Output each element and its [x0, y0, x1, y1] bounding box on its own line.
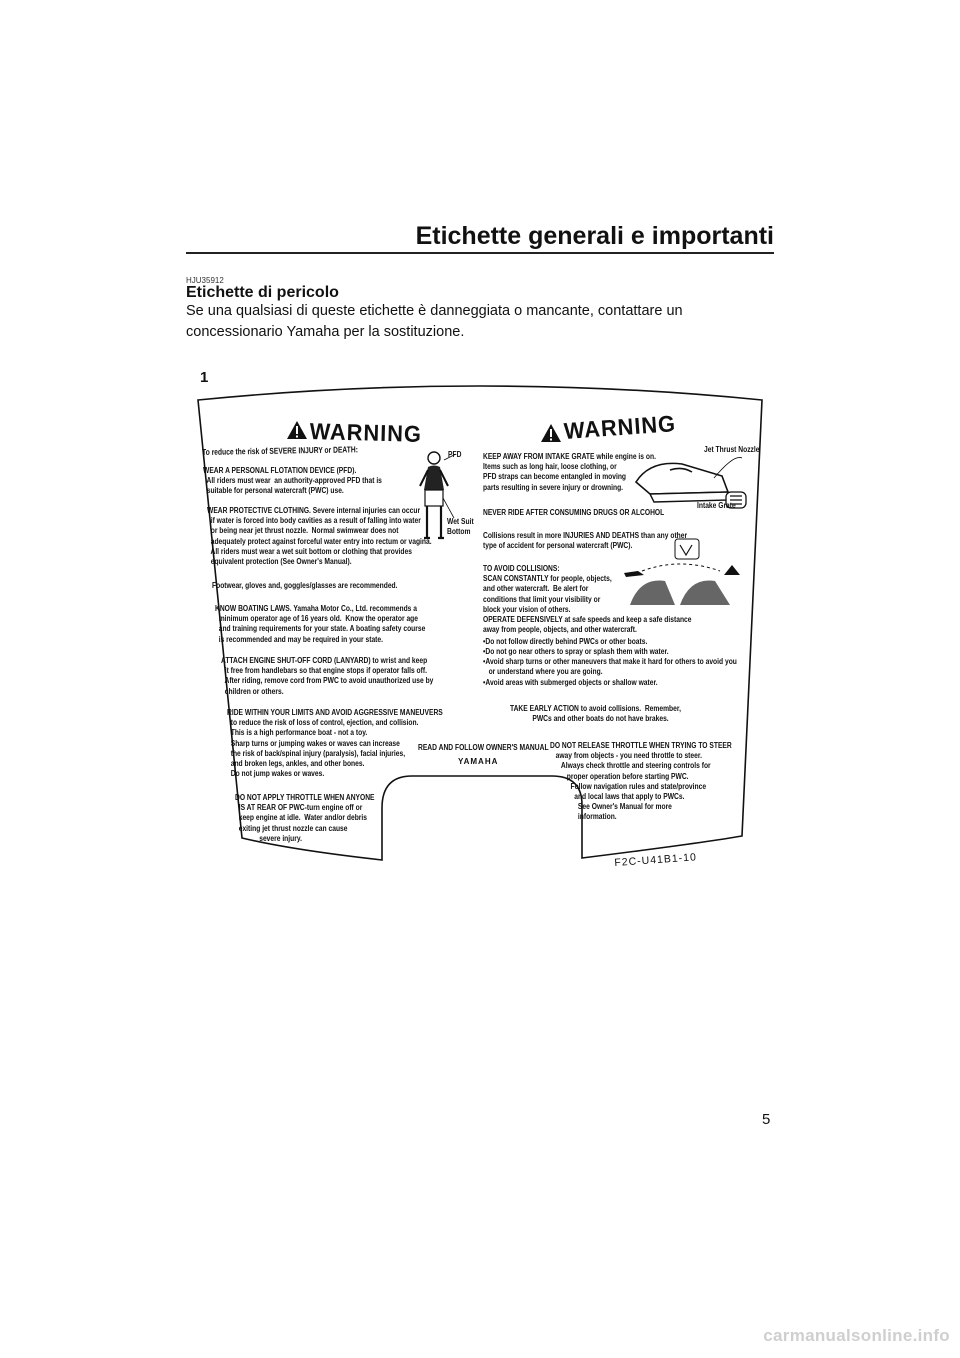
warning-heading-right: WARNING: [563, 410, 677, 444]
intro-paragraph: Se una qualsiasi di queste etichette è danneggiata o mancante, contattare un concessionario Yamaha per la sostituzione.: [186, 303, 683, 340]
pfd-warning: WEAR A PERSONAL FLOTATION DEVICE (PFD). All riders must wear an authority-approved PFD that is suitable for personal watercraft (PWC) use.: [203, 465, 382, 496]
header-divider: [186, 252, 774, 254]
bullet-item: •Do not follow directly behind PWCs or other boats.: [483, 636, 648, 646]
section-title: Etichette di pericolo: [186, 284, 339, 301]
ride-limits-warning: RIDE WITHIN YOUR LIMITS AND AVOID AGGRESSIVE MANEUVERS to reduce the risk of loss of control, ejection, and collision. This is a high performance boat - not a toy. Sharp turns or jumping wakes or waves can increase the risk of back/spinal injury (paralysis), facial injuries, and broken legs, ankles, and other bones. Do not jump wakes or waves.: [227, 707, 443, 779]
avoid-collisions-warning: TO AVOID COLLISIONS: SCAN CONSTANTLY for people, objects, and other watercraft. Be alert for conditions that limit your visibility or block your vision of others. OPERATE DEFENSIVELY at safe speeds and keep a safe distance away from people, objects, and other watercraft.: [483, 563, 692, 635]
watermark: carmanualsonline.info: [763, 1326, 950, 1345]
yamaha-logo: YAMAHA: [458, 757, 499, 766]
intake-grate-warning: KEEP AWAY FROM INTAKE GRATE while engine is on. Items such as long hair, loose clothing, or PFD straps can become entangled in moving parts resulting in severe injury or drowning.: [483, 451, 656, 492]
wet-suit-callout: Wet Suit Bottom: [447, 516, 474, 537]
bullet-item: •Avoid sharp turns or other maneuvers that make it hard for others to avoid you or understand where you are going.: [483, 656, 737, 677]
figure-number: 1: [200, 369, 209, 386]
bullet-item: •Avoid areas with submerged objects or shallow water.: [483, 677, 658, 687]
pfd-callout: PFD: [448, 449, 462, 459]
page-title: Etichette generali e importanti: [415, 222, 774, 250]
read-manual-note: READ AND FOLLOW OWNER'S MANUAL: [418, 742, 549, 752]
page-number: 5: [762, 1111, 771, 1128]
intake-grate-callout: Intake Grate: [697, 500, 736, 510]
warning-triangle-icon: [286, 420, 308, 440]
protective-clothing-warning: WEAR PROTECTIVE CLOTHING. Severe internal injuries can occur if water is forced into body cavities as a result of falling into water or being near jet thrust nozzle. Normal swimwear does not adequately protect against forceful water entry into rectum or vagina. All riders must wear a wet suit bottom or clothing that provides equivalent protection (See Owner's Manual).: [207, 505, 432, 567]
left-intro: To reduce the risk of SEVERE INJURY or DEATH:: [202, 444, 358, 457]
collisions-warning: Collisions result in more INJURIES AND DEATHS than any other type of accident for personal watercraft (PWC).: [483, 530, 688, 551]
boating-laws-warning: KNOW BOATING LAWS. Yamaha Motor Co., Ltd. recommends a minimum operator age of 16 years old. Know the operator age and training requirements for your state. A boating safety course is recommended and may be required in your state.: [215, 603, 426, 644]
warning-heading-left: WARNING: [309, 418, 423, 447]
jet-nozzle-callout: Jet Thrust Nozzle: [704, 444, 760, 454]
throttle-rear-warning: DO NOT APPLY THROTTLE WHEN ANYONE IS AT REAR OF PWC-turn engine off or keep engine at idle. Water and/or debris exiting jet thrust nozzle can cause severe injury.: [235, 792, 375, 843]
early-action-warning: TAKE EARLY ACTION to avoid collisions. Remember, PWCs and other boats do not have brakes.: [510, 703, 681, 724]
footwear-note: Footwear, gloves and, goggles/glasses are recommended.: [212, 580, 398, 590]
drugs-alcohol-warning: NEVER RIDE AFTER CONSUMING DRUGS OR ALCOHOL: [483, 507, 665, 517]
bullet-item: •Do not go near others to spray or splash them with water.: [483, 646, 669, 656]
part-code: F2C-U41B1-10: [614, 851, 698, 869]
lanyard-warning: ATTACH ENGINE SHUT-OFF CORD (LANYARD) to wrist and keep it free from handlebars so that engine stops if operator falls off. After riding, remove cord from PWC to avoid unauthorized use by children or others.: [221, 655, 434, 696]
section-code: HJU35912: [186, 276, 224, 285]
warning-triangle-icon: [540, 423, 562, 443]
collision-illustration: [620, 535, 745, 607]
steer-throttle-warning: DO NOT RELEASE THROTTLE WHEN TRYING TO STEER away from objects - you need throttle to steer. Always check throttle and steering controls for proper operation before starting PWC. Follow navigation rules and state/province and local laws that apply to PWCs. See Owner's Manual for more information.: [550, 740, 732, 822]
